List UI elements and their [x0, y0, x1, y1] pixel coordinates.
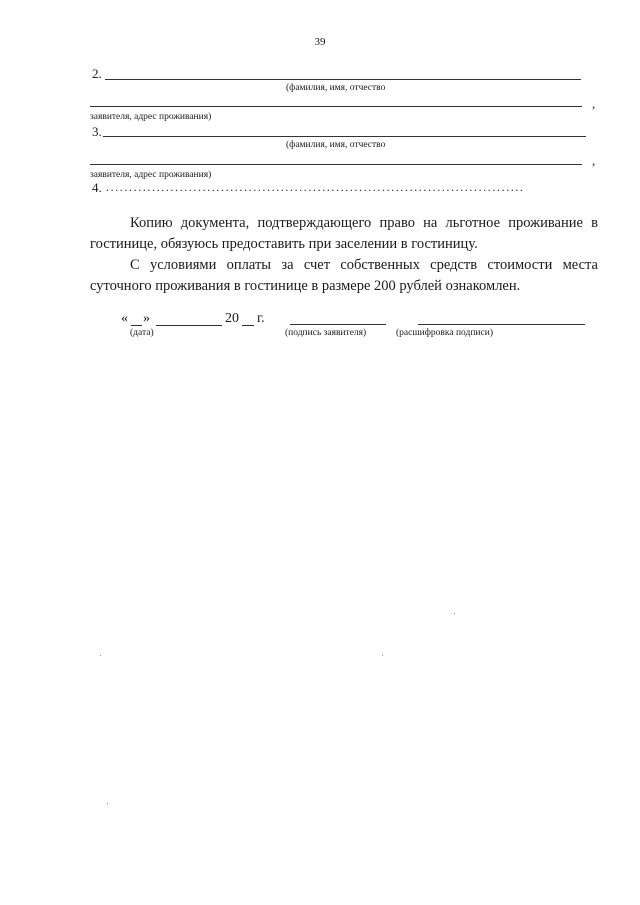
date-day-line: [131, 325, 142, 326]
applicant-2-address-caption: заявителя, адрес проживания): [90, 112, 212, 122]
page-number: 39: [314, 36, 326, 48]
applicant-3-number: 3.: [92, 124, 102, 139]
scan-speck: [454, 613, 455, 614]
applicant-2-address-line: [90, 106, 582, 107]
transcript-line: [418, 324, 585, 325]
applicant-2-comma: ,: [592, 96, 596, 111]
applicant-2-name-line: [105, 79, 581, 80]
applicant-3-address-caption: заявителя, адрес проживания): [90, 170, 212, 180]
transcript-caption: (расшифровка подписи): [396, 328, 493, 338]
applicant-4-dotted-line: ...........................................................................................: [106, 180, 525, 194]
applicant-3-address-line: [90, 164, 582, 165]
scan-speck: [107, 803, 108, 804]
applicant-3-name-caption: (фамилия, имя, отчество: [286, 140, 386, 150]
date-year-line: [242, 325, 254, 326]
applicant-3-comma: ,: [592, 153, 596, 168]
applicant-2-number: 2.: [92, 66, 102, 81]
applicant-3-name-line: [103, 136, 586, 137]
paragraph-document-copy: Копию документа, подтверждающего право на льготное проживание в гостинице, обязуюсь предоставить при заселении в гостиницу.: [90, 215, 598, 252]
signature-line: [290, 324, 386, 325]
paragraph-payment-terms: С условиями оплаты за счет собственных средств стоимости места суточного проживания в гостинице в размере 200 рублей ознакомлен.: [90, 257, 598, 294]
applicant-4-number: 4.: [92, 180, 102, 195]
signature-caption: (подпись заявителя): [285, 328, 367, 338]
date-month-line: [156, 325, 222, 326]
date-caption: (дата): [130, 328, 154, 338]
scan-speck: [100, 655, 101, 656]
date-year-suffix: г.: [257, 311, 265, 326]
scan-speck: [382, 655, 383, 656]
date-quote-open: «: [121, 311, 128, 326]
date-year-prefix: 20: [225, 311, 239, 326]
applicant-2-name-caption: (фамилия, имя, отчество: [286, 83, 386, 93]
date-quote-close: »: [143, 311, 150, 326]
